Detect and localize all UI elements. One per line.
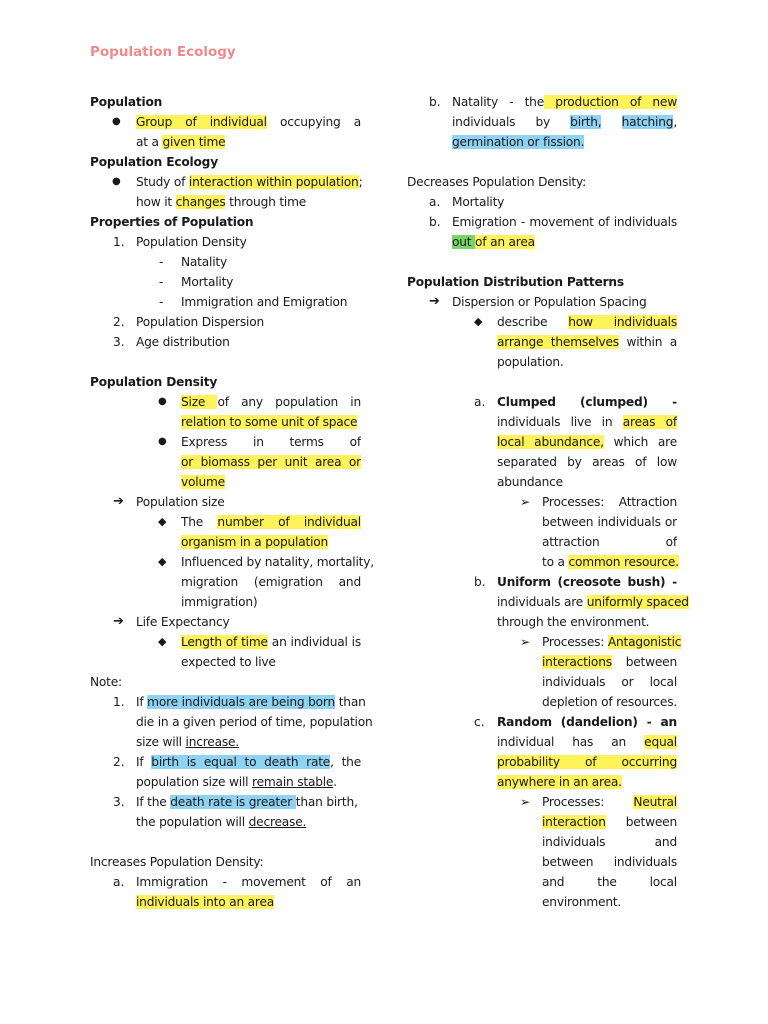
clumped-process1: Processes: Attraction: [542, 495, 677, 509]
uniform-heading: Uniform (creosote bush) -: [497, 575, 677, 589]
diamond-icon: ◆: [158, 635, 167, 648]
population-def-line2: at a given time: [136, 135, 226, 149]
describe-line1: describe how individuals: [497, 315, 677, 329]
list-number: 3.: [113, 335, 125, 349]
dash-icon: -: [159, 295, 164, 309]
dash-icon: -: [159, 275, 164, 289]
density-express-line2: or biomass per unit area or: [181, 455, 361, 469]
diamond-icon: ◆: [158, 555, 167, 568]
random-process5: and the local: [542, 875, 677, 889]
property-density: Population Density: [136, 235, 247, 249]
emigration-line2: out of an area: [452, 235, 535, 249]
describe-line2: arrange themselves within a: [497, 335, 677, 349]
uniform-process3: individuals or local: [542, 675, 677, 689]
clumped-heading: Clumped (clumped) -: [497, 395, 677, 409]
list-letter: c.: [474, 715, 485, 729]
random-process2: interaction between: [542, 815, 677, 829]
list-number: 1.: [113, 235, 125, 249]
property-dispersion: Population Dispersion: [136, 315, 264, 329]
uniform-process4: depletion of resources.: [542, 695, 678, 709]
bullet-icon: ●: [112, 176, 121, 187]
ecology-def-line2: how it changes through time: [136, 195, 307, 209]
random-line4: anywhere in an area.: [497, 775, 622, 789]
note2-line1: If birth is equal to death rate, the: [136, 755, 361, 769]
population-def-line1: Group of individual occupying a: [136, 115, 361, 129]
population-size: Population size: [136, 495, 225, 509]
number-line2: organism in a population: [181, 535, 329, 549]
list-letter: a.: [474, 395, 486, 409]
arrow-icon: ➔: [429, 294, 440, 309]
density-size-line2: relation to some unit of space: [181, 415, 358, 429]
mortality-item: Mortality: [452, 195, 505, 209]
arrowhead-icon: ➢: [520, 635, 531, 649]
note1-line1: If more individuals are being born than: [136, 695, 366, 709]
clumped-line4: separated by areas of low: [497, 455, 677, 469]
diamond-icon: ◆: [474, 315, 483, 328]
arrowhead-icon: ➢: [520, 795, 531, 809]
list-number: 3.: [113, 795, 125, 809]
ecology-def-line1: Study of interaction within population;: [136, 175, 363, 189]
note3-line1: If the death rate is greater than birth,: [136, 795, 358, 809]
list-letter: b.: [429, 95, 441, 109]
immigration-line1: Immigration - movement of an: [136, 875, 361, 889]
property-mortality: Mortality: [181, 275, 234, 289]
clumped-line3: local abundance, which are: [497, 435, 677, 449]
describe-line3: population.: [497, 355, 564, 369]
density-express-line1: Express in terms of: [181, 432, 361, 452]
arrowhead-icon: ➢: [520, 495, 531, 509]
uniform-line2: individuals are uniformly spaced: [497, 595, 689, 609]
increases-heading: Increases Population Density:: [90, 855, 264, 869]
influenced-line2: migration (emigration and: [181, 575, 361, 589]
clumped-line5: abundance: [497, 475, 563, 489]
list-number: 1.: [113, 695, 125, 709]
natality-line2: individuals by birth, hatching,: [452, 115, 677, 129]
note1-line2: die in a given period of time, population: [136, 715, 373, 729]
note2-line2: population size will remain stable.: [136, 775, 337, 789]
diamond-icon: ◆: [158, 515, 167, 528]
list-letter: a.: [429, 195, 441, 209]
note-label: Note:: [90, 675, 122, 689]
uniform-process2: interactions between: [542, 655, 677, 669]
decreases-heading: Decreases Population Density:: [407, 175, 587, 189]
note3-line2: the population will decrease.: [136, 815, 307, 829]
heading-population: Population: [90, 95, 163, 109]
property-natality: Natality: [181, 255, 227, 269]
random-line3: probability of occurring: [497, 755, 677, 769]
random-process3: individuals and: [542, 835, 677, 849]
property-migration: Immigration and Emigration: [181, 295, 348, 309]
list-letter: b.: [474, 575, 486, 589]
uniform-process1: Processes: Antagonistic: [542, 635, 682, 649]
list-letter: a.: [113, 875, 125, 889]
random-process1: Processes: Neutral: [542, 795, 677, 809]
random-line2: individual has an equal: [497, 735, 677, 749]
list-letter: b.: [429, 215, 441, 229]
bullet-icon: ●: [112, 116, 121, 127]
dash-icon: -: [159, 255, 164, 269]
random-process4: between individuals: [542, 855, 677, 869]
dispersion-item: Dispersion or Population Spacing: [452, 295, 647, 309]
natality-line3: germination or fission.: [452, 135, 585, 149]
bullet-icon: ●: [158, 436, 167, 447]
emigration-line1: Emigration - movement of individuals: [452, 215, 677, 229]
density-express-line3: volume: [181, 475, 225, 489]
list-number: 2.: [113, 315, 125, 329]
influenced-line3: immigration): [181, 595, 258, 609]
clumped-process3: attraction of: [542, 535, 677, 549]
influenced-line1: Influenced by natality, mortality,: [181, 555, 374, 569]
natality-line1: Natality - the production of new: [452, 95, 677, 109]
life-expectancy: Life Expectancy: [136, 615, 230, 629]
random-process6: environment.: [542, 895, 622, 909]
arrow-icon: ➔: [113, 614, 124, 629]
property-age: Age distribution: [136, 335, 230, 349]
heading-population-ecology: Population Ecology: [90, 155, 218, 169]
clumped-process4: to a common resource.: [542, 555, 679, 569]
length-line2: expected to live: [181, 655, 276, 669]
clumped-line2: individuals live in areas of: [497, 412, 677, 432]
bullet-icon: ●: [158, 396, 167, 407]
density-size-line1: Size of any population in: [181, 395, 361, 409]
heading-population-density: Population Density: [90, 375, 218, 389]
note1-line3: size will increase.: [136, 735, 239, 749]
heading-properties: Properties of Population: [90, 215, 254, 229]
number-line1: The number of individual: [181, 515, 361, 529]
clumped-process2: between individuals or: [542, 515, 677, 529]
list-number: 2.: [113, 755, 125, 769]
arrow-icon: ➔: [113, 494, 124, 509]
uniform-line3: through the environment.: [497, 615, 650, 629]
immigration-line2: individuals into an area: [136, 895, 275, 909]
length-line1: Length of time an individual is: [181, 635, 361, 649]
heading-distribution: Population Distribution Patterns: [407, 275, 624, 289]
random-heading: Random (dandelion) - an: [497, 715, 677, 729]
page-title: Population Ecology: [90, 44, 236, 60]
